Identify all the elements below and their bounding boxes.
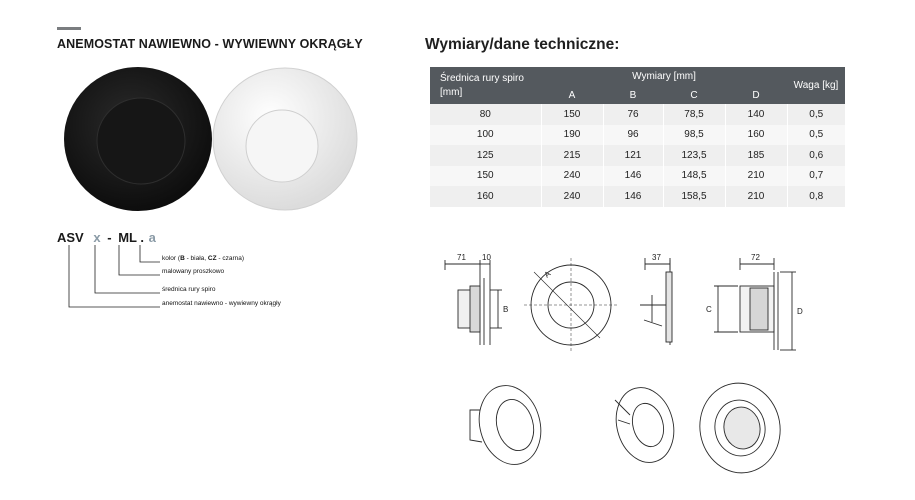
product-title: ANEMOSTAT NAWIEWNO - WYWIEWNY OKRĄGŁY — [57, 37, 363, 51]
code-dot: . — [140, 230, 144, 245]
isometric-view-2 — [608, 381, 682, 469]
table-row — [430, 104, 845, 125]
table-cell: 160 — [725, 125, 787, 146]
table-cell: 160 — [430, 186, 541, 207]
legend-text-part: B — [180, 255, 185, 262]
dim-d-label: D — [797, 307, 803, 316]
dim-71-label: 71 — [457, 253, 466, 262]
dim-37-label: 37 — [652, 253, 661, 262]
table-cell: 80 — [430, 104, 541, 125]
code-ml: ML — [118, 230, 137, 245]
table-cell: 146 — [603, 186, 663, 207]
table-row — [430, 145, 845, 166]
legend-text-part: CZ — [207, 255, 217, 262]
header-a: A — [541, 86, 603, 104]
table-cell: 158,5 — [663, 186, 725, 207]
legend-item — [162, 268, 224, 275]
table-row — [430, 166, 845, 187]
legend-text-part: - biała, — [184, 255, 208, 262]
table-cell: 0,6 — [787, 145, 845, 166]
specs-title: Wymiary/dane techniczne: — [425, 36, 620, 53]
table-cell: 0,7 — [787, 166, 845, 187]
table-cell: 185 — [725, 145, 787, 166]
legend-text-part: kolor ( — [162, 255, 181, 262]
dim-a-label: A — [542, 269, 553, 280]
table-cell: 76 — [603, 104, 663, 125]
header-diameter: Średnica rury spiro [mm] — [430, 67, 541, 104]
table-cell: 125 — [430, 145, 541, 166]
code-a: a — [148, 230, 156, 245]
table-cell: 150 — [430, 166, 541, 187]
dimensions-table — [430, 67, 845, 207]
legend-item — [162, 286, 215, 293]
dim-c-label: C — [706, 305, 712, 314]
table-cell: 96 — [603, 125, 663, 146]
table-cell: 0,8 — [787, 186, 845, 207]
table-cell: 123,5 — [663, 145, 725, 166]
product-photos — [60, 66, 370, 216]
table-cell: 210 — [725, 186, 787, 207]
table-cell: 240 — [541, 166, 603, 187]
black-anemostat-image — [64, 67, 212, 211]
table-cell: 215 — [541, 145, 603, 166]
table-cell: 0,5 — [787, 125, 845, 146]
table-cell: 146 — [603, 166, 663, 187]
legend-item — [162, 255, 244, 262]
header-dimensions: Wymiary [mm] — [541, 67, 787, 86]
accent-bar — [57, 27, 81, 30]
table-row — [430, 186, 845, 207]
code-legend-lines — [57, 230, 377, 330]
table-cell: 121 — [603, 145, 663, 166]
section-view-drawing — [714, 258, 796, 350]
dim-10-label: 10 — [482, 253, 491, 262]
table-cell: 0,5 — [787, 104, 845, 125]
table-cell: 240 — [541, 186, 603, 207]
legend-text-part: średnica rury spiro — [162, 286, 216, 293]
isometric-view-1 — [470, 379, 549, 472]
table-cell: 150 — [541, 104, 603, 125]
front-view-drawing — [524, 258, 618, 352]
legend-item — [162, 300, 281, 307]
white-anemostat-image — [213, 68, 357, 210]
table-cell: 98,5 — [663, 125, 725, 146]
table-cell: 148,5 — [663, 166, 725, 187]
table-cell: 78,5 — [663, 104, 725, 125]
header-b: B — [603, 86, 663, 104]
dim-b-label: B — [503, 305, 509, 314]
table-cell: 210 — [725, 166, 787, 187]
table-cell: 100 — [430, 125, 541, 146]
table-cell: 140 — [725, 104, 787, 125]
code-prefix: ASV — [57, 230, 84, 245]
table-row — [430, 125, 845, 146]
side-view-drawing — [445, 260, 502, 345]
legend-text-part: malowany proszkowo — [162, 268, 225, 275]
technical-drawings — [440, 250, 840, 490]
table-cell: 190 — [541, 125, 603, 146]
header-c: C — [663, 86, 725, 104]
header-weight: Waga [kg] — [787, 67, 845, 104]
header-d: D — [725, 86, 787, 104]
legend-text-part: anemostat nawiewno - wywiewny okrągły — [162, 300, 281, 307]
code-x: x — [93, 230, 101, 245]
mounting-view-drawing — [640, 258, 672, 345]
legend-text-part: - czarna) — [216, 255, 245, 262]
isometric-view-3 — [693, 377, 787, 480]
dim-72-label: 72 — [751, 253, 760, 262]
code-dash: - — [107, 230, 112, 245]
